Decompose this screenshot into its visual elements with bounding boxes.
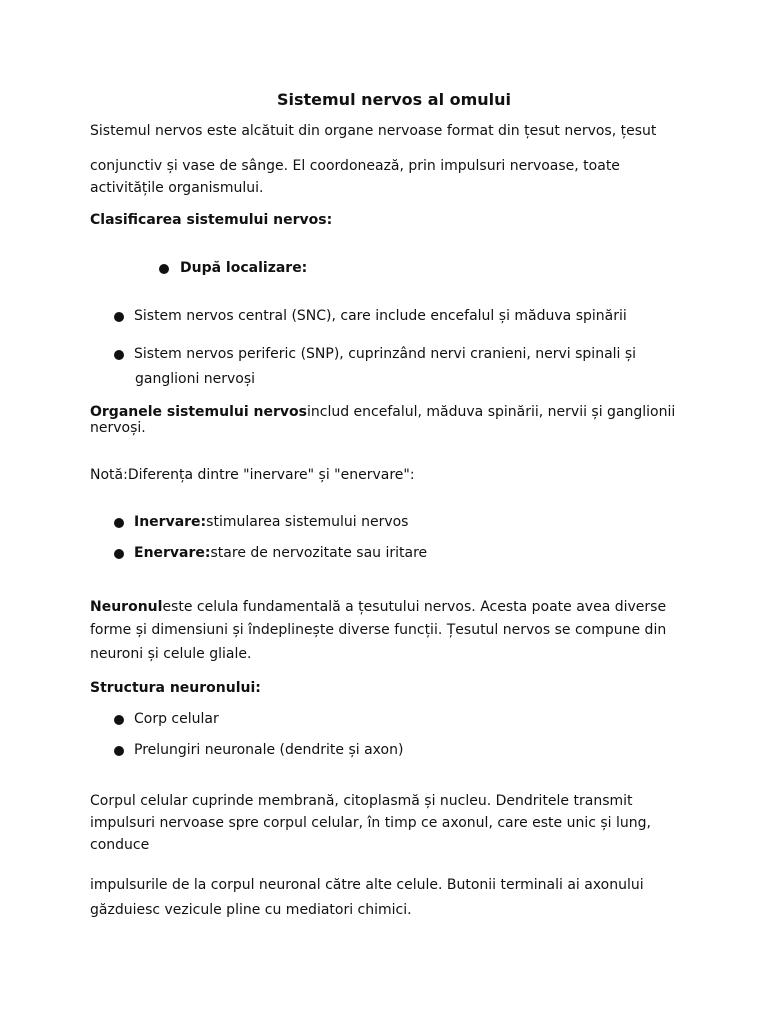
structure-heading: Structura neuronului: bbox=[90, 680, 261, 696]
organs-bold: Organele sistemului nervos bbox=[90, 404, 307, 420]
body-line-1: Corpul celular cuprinde membrană, citoplasmă și nucleu. Dendritele transmit bbox=[90, 793, 633, 809]
neuron-line-3: neuroni și celule gliale. bbox=[90, 646, 252, 662]
neuron-text: este celula fundamentală a țesutului nervos. Acesta poate avea diverse bbox=[162, 599, 667, 615]
neuron-bold: Neuronul bbox=[90, 599, 163, 615]
body-line-4: impulsurile de la corpul neuronal către alte celule. Butonii terminali ai axonului bbox=[90, 877, 644, 893]
intro-line-2: conjunctiv și vase de sânge. El coordonează, prin impulsuri nervoase, toate bbox=[90, 158, 620, 174]
list-item: Prelungiri neuronale (dendrite și axon) bbox=[134, 742, 404, 758]
note-item bbox=[134, 545, 427, 561]
note-def: stimularea sistemului nervos bbox=[206, 514, 409, 530]
neuron-line-2: forme și dimensiuni și îndeplinește diverse funcții. Țesutul nervos se compune din bbox=[90, 622, 667, 638]
list-item: Sistem nervos periferic (SNP), cuprinzând nervi cranieni, nervi spinali și bbox=[134, 346, 637, 362]
body-line-3: conduce bbox=[90, 837, 150, 853]
body-line-5: găzduiesc vezicule pline cu mediatori chimici. bbox=[90, 902, 412, 918]
bullet-icon bbox=[114, 518, 124, 528]
list-item-continuation: ganglioni nervoși bbox=[135, 371, 256, 387]
intro-line-3: activitățile organismului. bbox=[90, 180, 264, 196]
organs-line-2: nervoși. bbox=[90, 420, 146, 436]
note-term: Enervare: bbox=[134, 545, 211, 561]
intro-line-1: Sistemul nervos este alcătuit din organe nervoase format din țesut nervos, țesut bbox=[90, 123, 657, 139]
bullet-icon bbox=[114, 715, 124, 725]
neuron-line-1 bbox=[90, 599, 666, 615]
organs-paragraph bbox=[90, 404, 675, 420]
page-title: Sistemul nervos al omului bbox=[276, 90, 512, 109]
bullet-icon bbox=[114, 746, 124, 756]
note-item bbox=[134, 514, 408, 530]
bullet-icon bbox=[114, 350, 124, 360]
bullet-icon bbox=[159, 264, 169, 274]
organs-text: includ encefalul, măduva spinării, nervii și ganglionii bbox=[307, 404, 676, 420]
note-term: Inervare: bbox=[134, 514, 207, 530]
note-def: stare de nervozitate sau iritare bbox=[210, 545, 428, 561]
bullet-icon bbox=[114, 312, 124, 322]
note-heading: Notă:Diferența dintre "inervare" și "enervare": bbox=[90, 467, 415, 483]
bullet-icon bbox=[114, 549, 124, 559]
list-item: Sistem nervos central (SNC), care include encefalul și măduva spinării bbox=[134, 308, 627, 324]
localization-heading: După localizare: bbox=[180, 260, 308, 276]
classification-heading: Clasificarea sistemului nervos: bbox=[90, 212, 333, 228]
list-item: Corp celular bbox=[134, 711, 219, 727]
body-line-2: impulsuri nervoase spre corpul celular, în timp ce axonul, care este unic și lung, bbox=[90, 815, 651, 831]
